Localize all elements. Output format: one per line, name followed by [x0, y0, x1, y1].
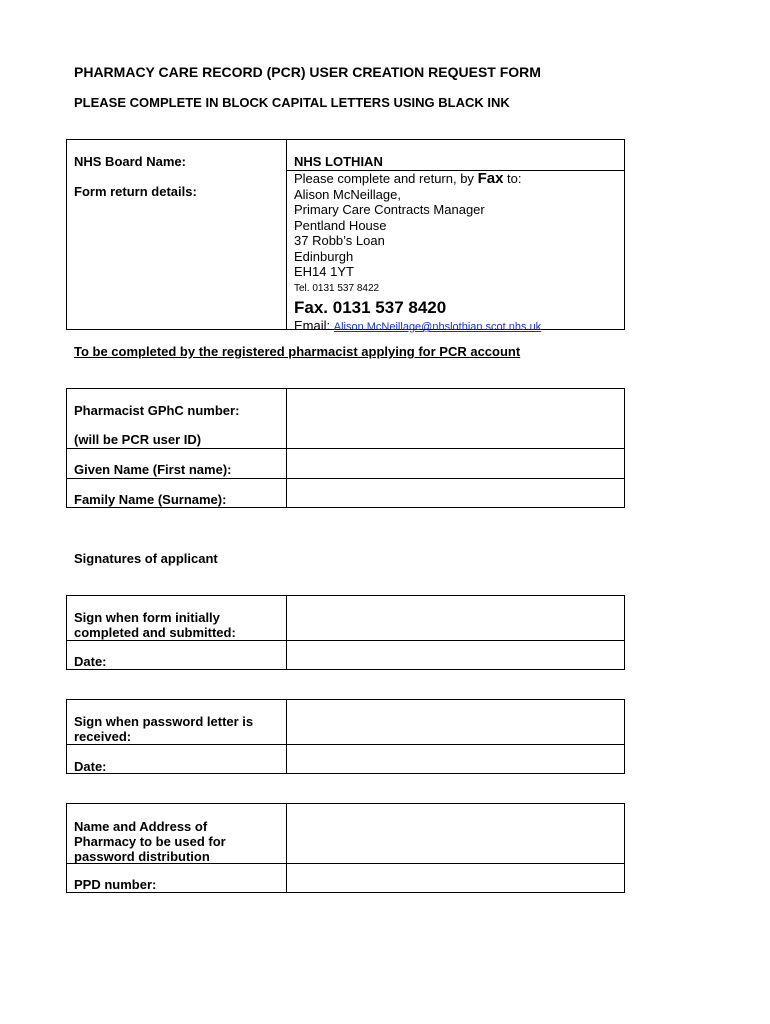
sign-password-label: Sign when password letter is received: [74, 714, 254, 744]
nhs-board-name-label: NHS Board Name: [74, 154, 186, 169]
gphc-number-field[interactable] [287, 389, 624, 448]
date-label: Date: [74, 654, 107, 669]
form-instruction: PLEASE COMPLETE IN BLOCK CAPITAL LETTERS USING BLACK INK [74, 95, 510, 110]
telephone-number: Tel. 0131 537 8422 [294, 282, 380, 294]
date-initial-field[interactable] [287, 641, 624, 669]
sign-initial-label: Sign when form initially completed and submitted: [74, 610, 236, 640]
gphc-number-label: Pharmacist GPhC number: [74, 403, 240, 418]
address-line: Pentland House [294, 217, 387, 233]
gphc-number-note: (will be PCR user ID) [74, 432, 202, 447]
form-title: PHARMACY CARE RECORD (PCR) USER CREATION REQUEST FORM [74, 64, 541, 80]
return-intro-line: Please complete and return, by Fax to: [294, 170, 522, 187]
date-password-field[interactable] [287, 745, 624, 773]
form-return-label: Form return details: [74, 184, 197, 199]
address-line: 37 Robb’s Loan [294, 233, 385, 248]
family-name-label: Family Name (Surname): [74, 492, 227, 507]
address-line: Edinburgh [294, 248, 354, 264]
email-line [294, 318, 619, 336]
return-instructions [294, 171, 619, 336]
pharmacist-section-heading: To be completed by the registered pharmacist applying for PCR account [74, 344, 521, 359]
date-label: Date: [74, 759, 107, 774]
address-line: Alison McNeillage, [294, 186, 401, 202]
family-name-field[interactable] [287, 479, 624, 507]
given-name-label: Given Name (First name): [74, 462, 232, 477]
fax-number: Fax. 0131 537 8420 [294, 298, 447, 317]
pharmacy-name-address-field[interactable] [287, 804, 624, 863]
address-line: EH14 1YT [294, 264, 354, 279]
email-link[interactable]: Alison.McNeillage@nhslothian.scot.nhs.uk [333, 321, 542, 333]
sign-initial-field[interactable] [287, 596, 624, 640]
sign-password-field[interactable] [287, 700, 624, 744]
pharmacy-name-address-label: Name and Address of Pharmacy to be used for password distribution [74, 819, 226, 864]
ppd-number-label: PPD number: [74, 877, 157, 892]
ppd-number-field[interactable] [287, 864, 624, 892]
given-name-field[interactable] [287, 449, 624, 478]
signatures-heading: Signatures of applicant [74, 551, 218, 566]
address-line: Primary Care Contracts Manager [294, 202, 485, 217]
nhs-board-name-value: NHS LOTHIAN [294, 154, 383, 169]
email-label: Email: [294, 318, 331, 333]
